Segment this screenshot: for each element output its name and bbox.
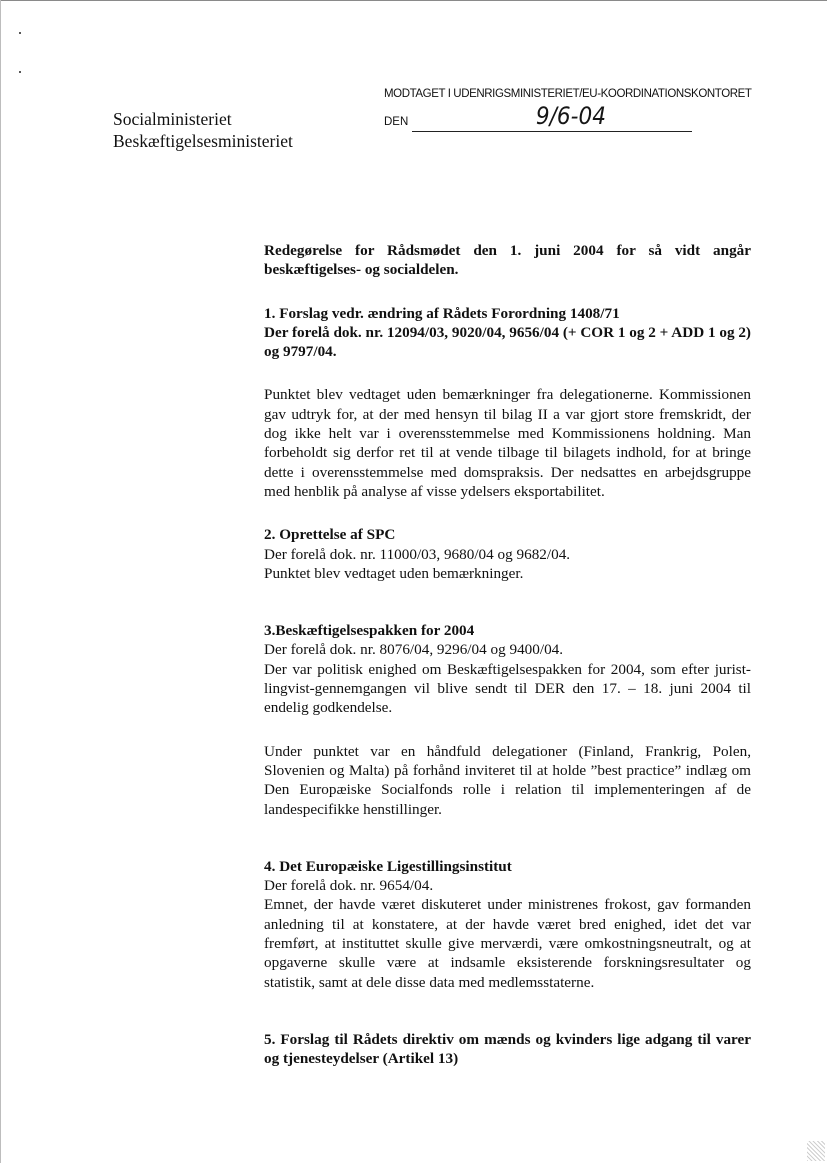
section-3-line-1: Der forelå dok. nr. 8076/04, 9296/04 og 9400/04.	[264, 641, 564, 659]
section-4-heading: 4. Det Europæiske Ligestillingsinstitut	[264, 857, 512, 875]
scan-speck	[19, 71, 21, 73]
section-4	[264, 857, 751, 992]
stamp-date-line	[412, 131, 692, 132]
section-5	[264, 1030, 751, 1069]
received-stamp	[384, 88, 752, 134]
sender-ministry-2: Beskæftigelsesministeriet	[113, 131, 293, 151]
section-3-paragraph-2: Under punktet var en håndfuld delegationer (Finland, Frankrig, Polen, Slovenien og Malta) på forhånd inviteret til at holde ”best practice” indlæg om Den Europæiske Socialfonds rolle i relation til implementeringen af de landespecifikke henstillinger.	[264, 742, 751, 818]
stamp-den-label: DEN	[384, 116, 409, 128]
document-intro: Redegørelse for Rådsmødet den 1. juni 2004 for så vidt angår beskæftigelses- og socialdelen.	[264, 242, 751, 279]
section-3-heading: 3.Beskæftigelsespakken for 2004	[264, 622, 475, 640]
section-1-heading: 1. Forslag vedr. ændring af Rådets Forordning 1408/71	[264, 304, 620, 322]
section-3	[264, 621, 751, 819]
section-4-line-1: Der forelå dok. nr. 9654/04.	[264, 877, 434, 895]
scan-left-edge	[0, 0, 1, 1163]
stamp-date-row	[384, 102, 744, 134]
sender-block	[113, 108, 293, 152]
stamp-title: MODTAGET I UDENRIGSMINISTERIET/EU-KOORDINATIONSKONTORET	[384, 88, 752, 100]
stamp-handwritten-date: 9/6-04	[535, 102, 606, 130]
section-2	[264, 525, 751, 583]
section-5-heading: 5. Forslag til Rådets direktiv om mænds og kvinders lige adgang til varer og tjenesteydelser (Artikel 13)	[264, 1030, 751, 1068]
section-1-subheading: Der forelå dok. nr. 12094/03, 9020/04, 9656/04 (+ COR 1 og 2 + ADD 1 og 2) og 9797/04.	[264, 323, 751, 361]
document-body	[264, 241, 751, 1069]
section-2-heading: 2. Oprettelse af SPC	[264, 526, 396, 544]
section-2-line-2: Punktet blev vedtaget uden bemærkninger.	[264, 564, 524, 582]
section-3-paragraph-1: Der var politisk enighed om Beskæftigelsespakken for 2004, som efter jurist-lingvist-gennemgangen vil blive sendt til DER den 17. – 18. juni 2004 til endelig godkendelse.	[264, 660, 751, 717]
section-2-line-1: Der forelå dok. nr. 11000/03, 9680/04 og 9682/04.	[264, 545, 571, 563]
section-1-paragraph: Punktet blev vedtaget uden bemærkninger fra delegationerne. Kommissionen gav udtryk for, at der med hensyn til bilag II a var gjort store fremskridt, der dog ikke helt var i overensstemmelse med Kommissionens holdning. Man forbeholdt sig derfor ret til at vende tilbage til bilagets indhold, for at bringe dette i overensstemmelse med domspraksis. Der nedsattes en arbejdsgruppe med henblik på analyse af visse ydelsers eksportabilitet.	[264, 386, 751, 500]
section-4-paragraph: Emnet, der havde været diskuteret under ministrenes frokost, gav formanden anledning til at konstatere, at der havde været bred enighed, idet det var fremført, at instituttet skulle give merværdi, være omkostningsneutralt, og at opgaverne skulle være at indsamle eksisterende forskningsresultater og statistik, samt at dele disse data med medlemsstaterne.	[264, 896, 751, 991]
section-1	[264, 304, 751, 502]
sender-ministry-1: Socialministeriet	[113, 109, 232, 129]
scan-corner-mark	[807, 1141, 825, 1161]
scan-top-edge	[0, 0, 827, 1]
scan-speck	[19, 32, 21, 34]
